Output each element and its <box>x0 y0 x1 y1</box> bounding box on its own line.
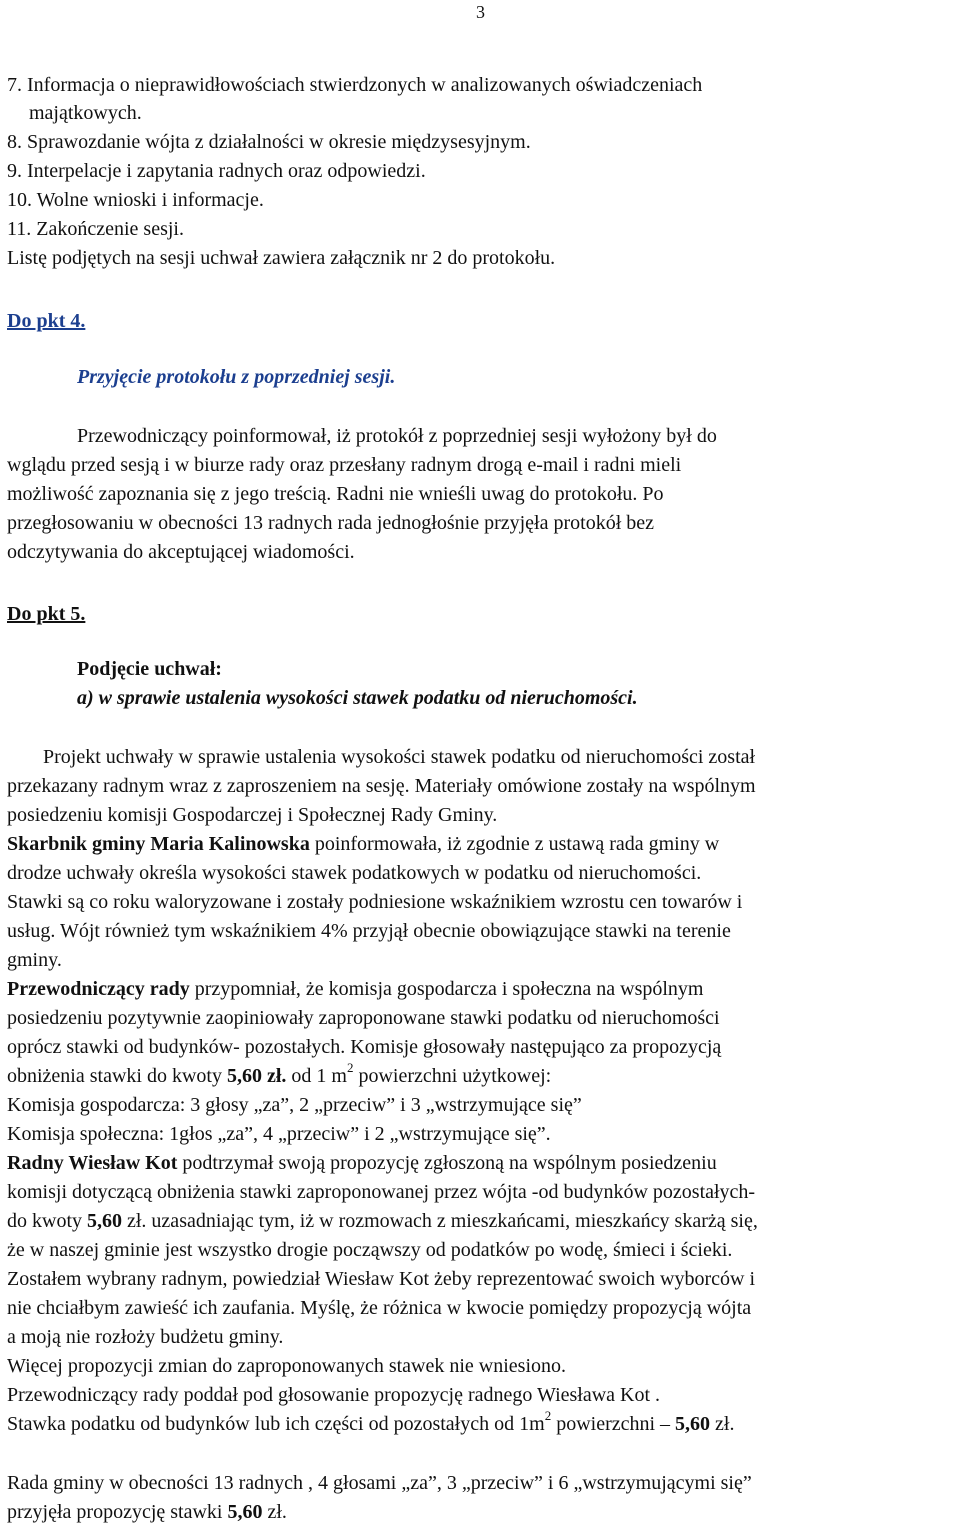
body-line <box>7 976 703 1003</box>
pkt4-subheading: Przyjęcie protokołu z poprzedniej sesji. <box>77 366 396 388</box>
body-line: Więcej propozycji zmian do zaproponowanych stawek nie wniesiono. <box>7 1355 567 1377</box>
agenda-item-8: 8. Sprawozdanie wójta z działalności w okresie międzysesyjnym. <box>7 131 531 153</box>
body-line <box>7 1060 552 1090</box>
text-span: od 1 m <box>286 1065 347 1087</box>
pkt5-subheading: Podjęcie uchwał: <box>77 658 222 680</box>
amount: 5,60 <box>87 1210 122 1232</box>
pkt5-heading: Do pkt 5. <box>7 603 86 625</box>
agenda-item-9: 9. Interpelacje i zapytania radnych oraz odpowiedzi. <box>7 160 426 182</box>
body-line: drodze uchwały określa wysokości stawek podatkowych w podatku od nieruchomości. <box>7 862 702 884</box>
page-number: 3 <box>476 2 485 22</box>
body-line: a moją nie rozłoży budżetu gminy. <box>7 1326 284 1348</box>
agenda-item-10: 10. Wolne wnioski i informacje. <box>7 189 264 211</box>
pkt5-resolution-title: a) w sprawie ustalenia wysokości stawek podatku od nieruchomości. <box>77 687 638 709</box>
text-span: przypomniał, że komisja gospodarcza i społeczna na wspólnym <box>189 978 704 1000</box>
amount: 5,60 <box>675 1413 711 1435</box>
paragraph-line: odczytywania do akceptującej wiadomości. <box>7 541 355 563</box>
body-line <box>7 1408 735 1438</box>
body-line: posiedzeniu komisji Gospodarczej i Społecznej Rady Gminy. <box>7 804 498 826</box>
text-span: obniżenia stawki do kwoty <box>7 1065 227 1087</box>
body-line: gminy. <box>7 949 62 971</box>
text-span: podtrzymał swoją propozycję zgłoszoną na wspólnym posiedzeniu <box>177 1152 717 1174</box>
text-span: zł. <box>262 1501 287 1523</box>
text-span: Stawka podatku od budynków lub ich części od pozostałych od 1m <box>7 1413 545 1435</box>
text-span: zł. uzasadniając tym, iż w rozmowach z mieszkańcami, mieszkańcy skarżą się, <box>122 1210 758 1232</box>
body-line: Komisja społeczna: 1głos „za”, 4 „przeciw” i 2 „wstrzymujące się”. <box>7 1123 551 1145</box>
body-line: Komisja gospodarcza: 3 głosy „za”, 2 „przeciw” i 3 „wstrzymujące się” <box>7 1094 582 1116</box>
amount: 5,60 <box>227 1501 263 1523</box>
amount: 5,60 zł. <box>226 1065 287 1087</box>
speaker-name: Skarbnik gminy Maria Kalinowska <box>7 833 310 855</box>
body-line: przekazany radnym wraz z zaproszeniem na sesję. Materiały omówione zostały na wspólnym <box>7 775 756 797</box>
body-line: Przewodniczący rady poddał pod głosowanie propozycję radnego Wiesława Kot . <box>7 1384 661 1406</box>
body-line: posiedzeniu pozytywnie zaopiniowały zaproponowane stawki podatku od nieruchomości <box>7 1007 720 1029</box>
paragraph-line: przegłosowaniu w obecności 13 radnych rada jednogłośnie przyjęła protokół bez <box>7 512 655 534</box>
paragraph-line: Przewodniczący poinformował, iż protokół z poprzedniej sesji wyłożony był do <box>77 425 717 447</box>
agenda-item-11: 11. Zakończenie sesji. <box>7 218 184 240</box>
body-line: komisji dotyczącą obniżenia stawki zaproponowanej przez wójta -od budynków pozostałych- <box>7 1181 756 1203</box>
text-span: powierzchni – <box>551 1413 676 1435</box>
agenda-item-7: 7. Informacja o nieprawidłowościach stwierdzonych w analizowanych oświadczeniach <box>7 74 703 96</box>
speaker-name: Radny Wiesław Kot <box>7 1152 178 1174</box>
text-span: powierzchni użytkowej: <box>353 1065 552 1087</box>
superscript: 2 <box>544 1408 552 1424</box>
body-line: Rada gminy w obecności 13 radnych , 4 głosami „za”, 3 „przeciw” i 6 „wstrzymującymi się” <box>7 1472 752 1494</box>
superscript: 2 <box>346 1060 354 1076</box>
body-line: Zostałem wybrany radnym, powiedział Wiesław Kot żeby reprezentować swoich wyborców i <box>7 1268 756 1290</box>
agenda-item-7-cont: majątkowych. <box>29 102 142 124</box>
body-line <box>7 1208 758 1235</box>
pkt4-heading: Do pkt 4. <box>7 310 86 332</box>
body-line: nie chciałbym zawieść ich zaufania. Myślę, że różnica w kwocie pomiędzy propozycją wójta <box>7 1297 752 1319</box>
body-line: oprócz stawki od budynków- pozostałych. Komisje głosowały następująco za propozycją <box>7 1036 722 1058</box>
body-line: usług. Wójt również tym wskaźnikiem 4% przyjął obecnie obowiązujące stawki na terenie <box>7 920 731 942</box>
paragraph-line: możliwość zapoznania się z jego treścią. Radni nie wnieśli uwag do protokołu. Po <box>7 483 664 505</box>
body-line: że w naszej gminie jest wszystko drogie począwszy od podatków po wodę, śmieci i ścieki. <box>7 1239 733 1261</box>
body-line <box>7 1150 717 1177</box>
body-line <box>7 1499 287 1526</box>
body-line <box>7 831 719 858</box>
text-span: do kwoty <box>7 1210 87 1232</box>
text-span: poinformowała, iż zgodnie z ustawą rada gminy w <box>309 833 720 855</box>
paragraph-line: wglądu przed sesją i w biurze rady oraz przesłany radnym drogą e-mail i radni mieli <box>7 454 682 476</box>
speaker-name: Przewodniczący rady <box>7 978 190 1000</box>
body-line: Projekt uchwały w sprawie ustalenia wysokości stawek podatku od nieruchomości został <box>43 746 756 768</box>
body-line: Stawki są co roku waloryzowane i zostały podniesione wskaźnikiem wzrostu cen towarów i <box>7 891 743 913</box>
text-span: zł. <box>710 1413 735 1435</box>
attachment-note: Listę podjętych na sesji uchwał zawiera załącznik nr 2 do protokołu. <box>7 247 556 269</box>
text-span: przyjęła propozycję stawki <box>7 1501 228 1523</box>
